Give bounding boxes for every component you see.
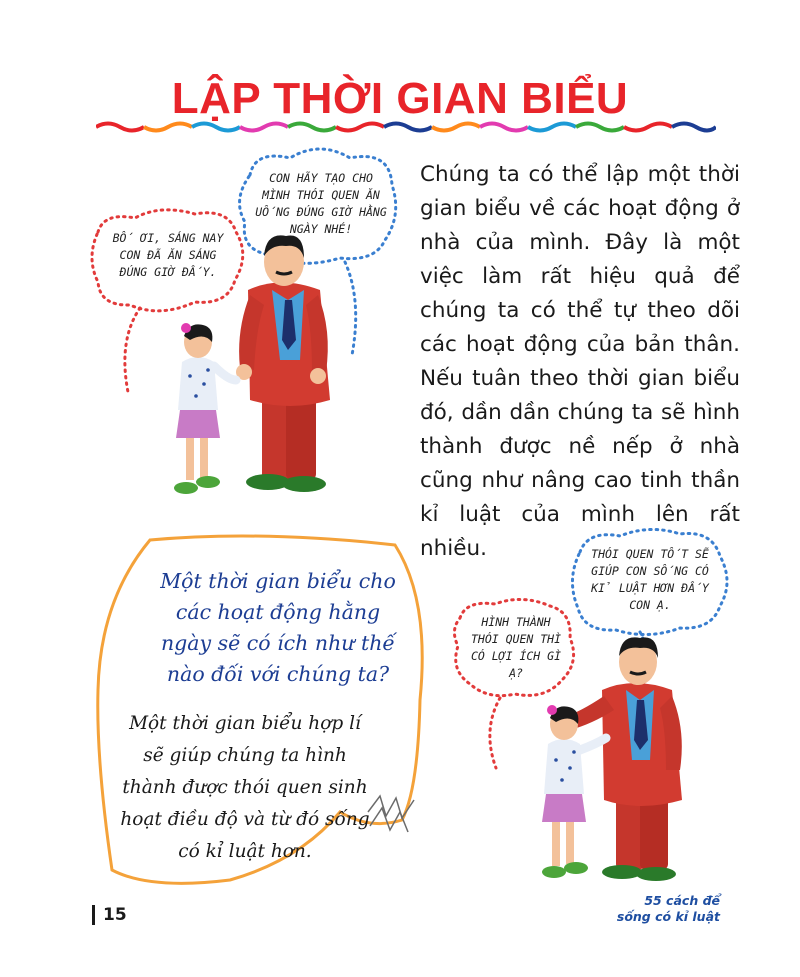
girl-top-bubble-text: BỐ ƠI, SÁNG NAY CON ĐÃ ĂN SÁNG ĐÚNG GIỜ ĐẤY. [112,231,224,279]
qa-question: Một thời gian biểu cho các hoạt động hằng ngày sẽ có ích như thế nào đối với chúng ta? [160,569,396,686]
father-top-bubble-text: CON HÃY TẠO CHO MÌNH THÓI QUEN ĂN UỐNG ĐÚNG GIỜ HẰNG NGÀY NHÉ! [255,171,387,236]
father-bottom-bubble-text: THÓI QUEN TỐT SẼ GIÚP CON SỐNG CÓ KỈ LUẬT HƠN ĐẤY CON Ạ. [591,547,709,612]
girl-figure-bottom [542,705,606,878]
body-paragraph: Chúng ta có thể lập một thời gian biểu về các hoạt động ở nhà của mình. Đây là một việc làm rất hiệu quả để chúng ta có thể tự theo dõi các hoạt động của bản thân. Nếu tuân theo thời gian biểu đó, dần dần chúng ta sẽ hình thành được nề nếp ở nhà cũng như nâng cao tinh thần kỉ luật của mình lên rất nhiều. [420,162,740,561]
father-figure-top [236,235,330,492]
girl-figure-top [174,323,236,494]
series-title [617,893,720,925]
series-title-line2: sống có kỉ luật [616,909,720,924]
page-number: 15 [92,905,127,925]
series-title-line1: 55 cách để [644,893,720,908]
girl-bottom-bubble-text: HÌNH THÀNH THÓI QUEN THÌ CÓ LỢI ÍCH GÌ Ạ? [470,615,561,680]
qa-answer: Một thời gian biểu hợp lí sẽ giúp chúng ta hình thành được thói quen sinh hoạt điều độ và từ đó sống có kỉ luật hơn. [120,713,370,862]
page-title: LẬP THỜI GIAN BIỂU [171,74,629,123]
